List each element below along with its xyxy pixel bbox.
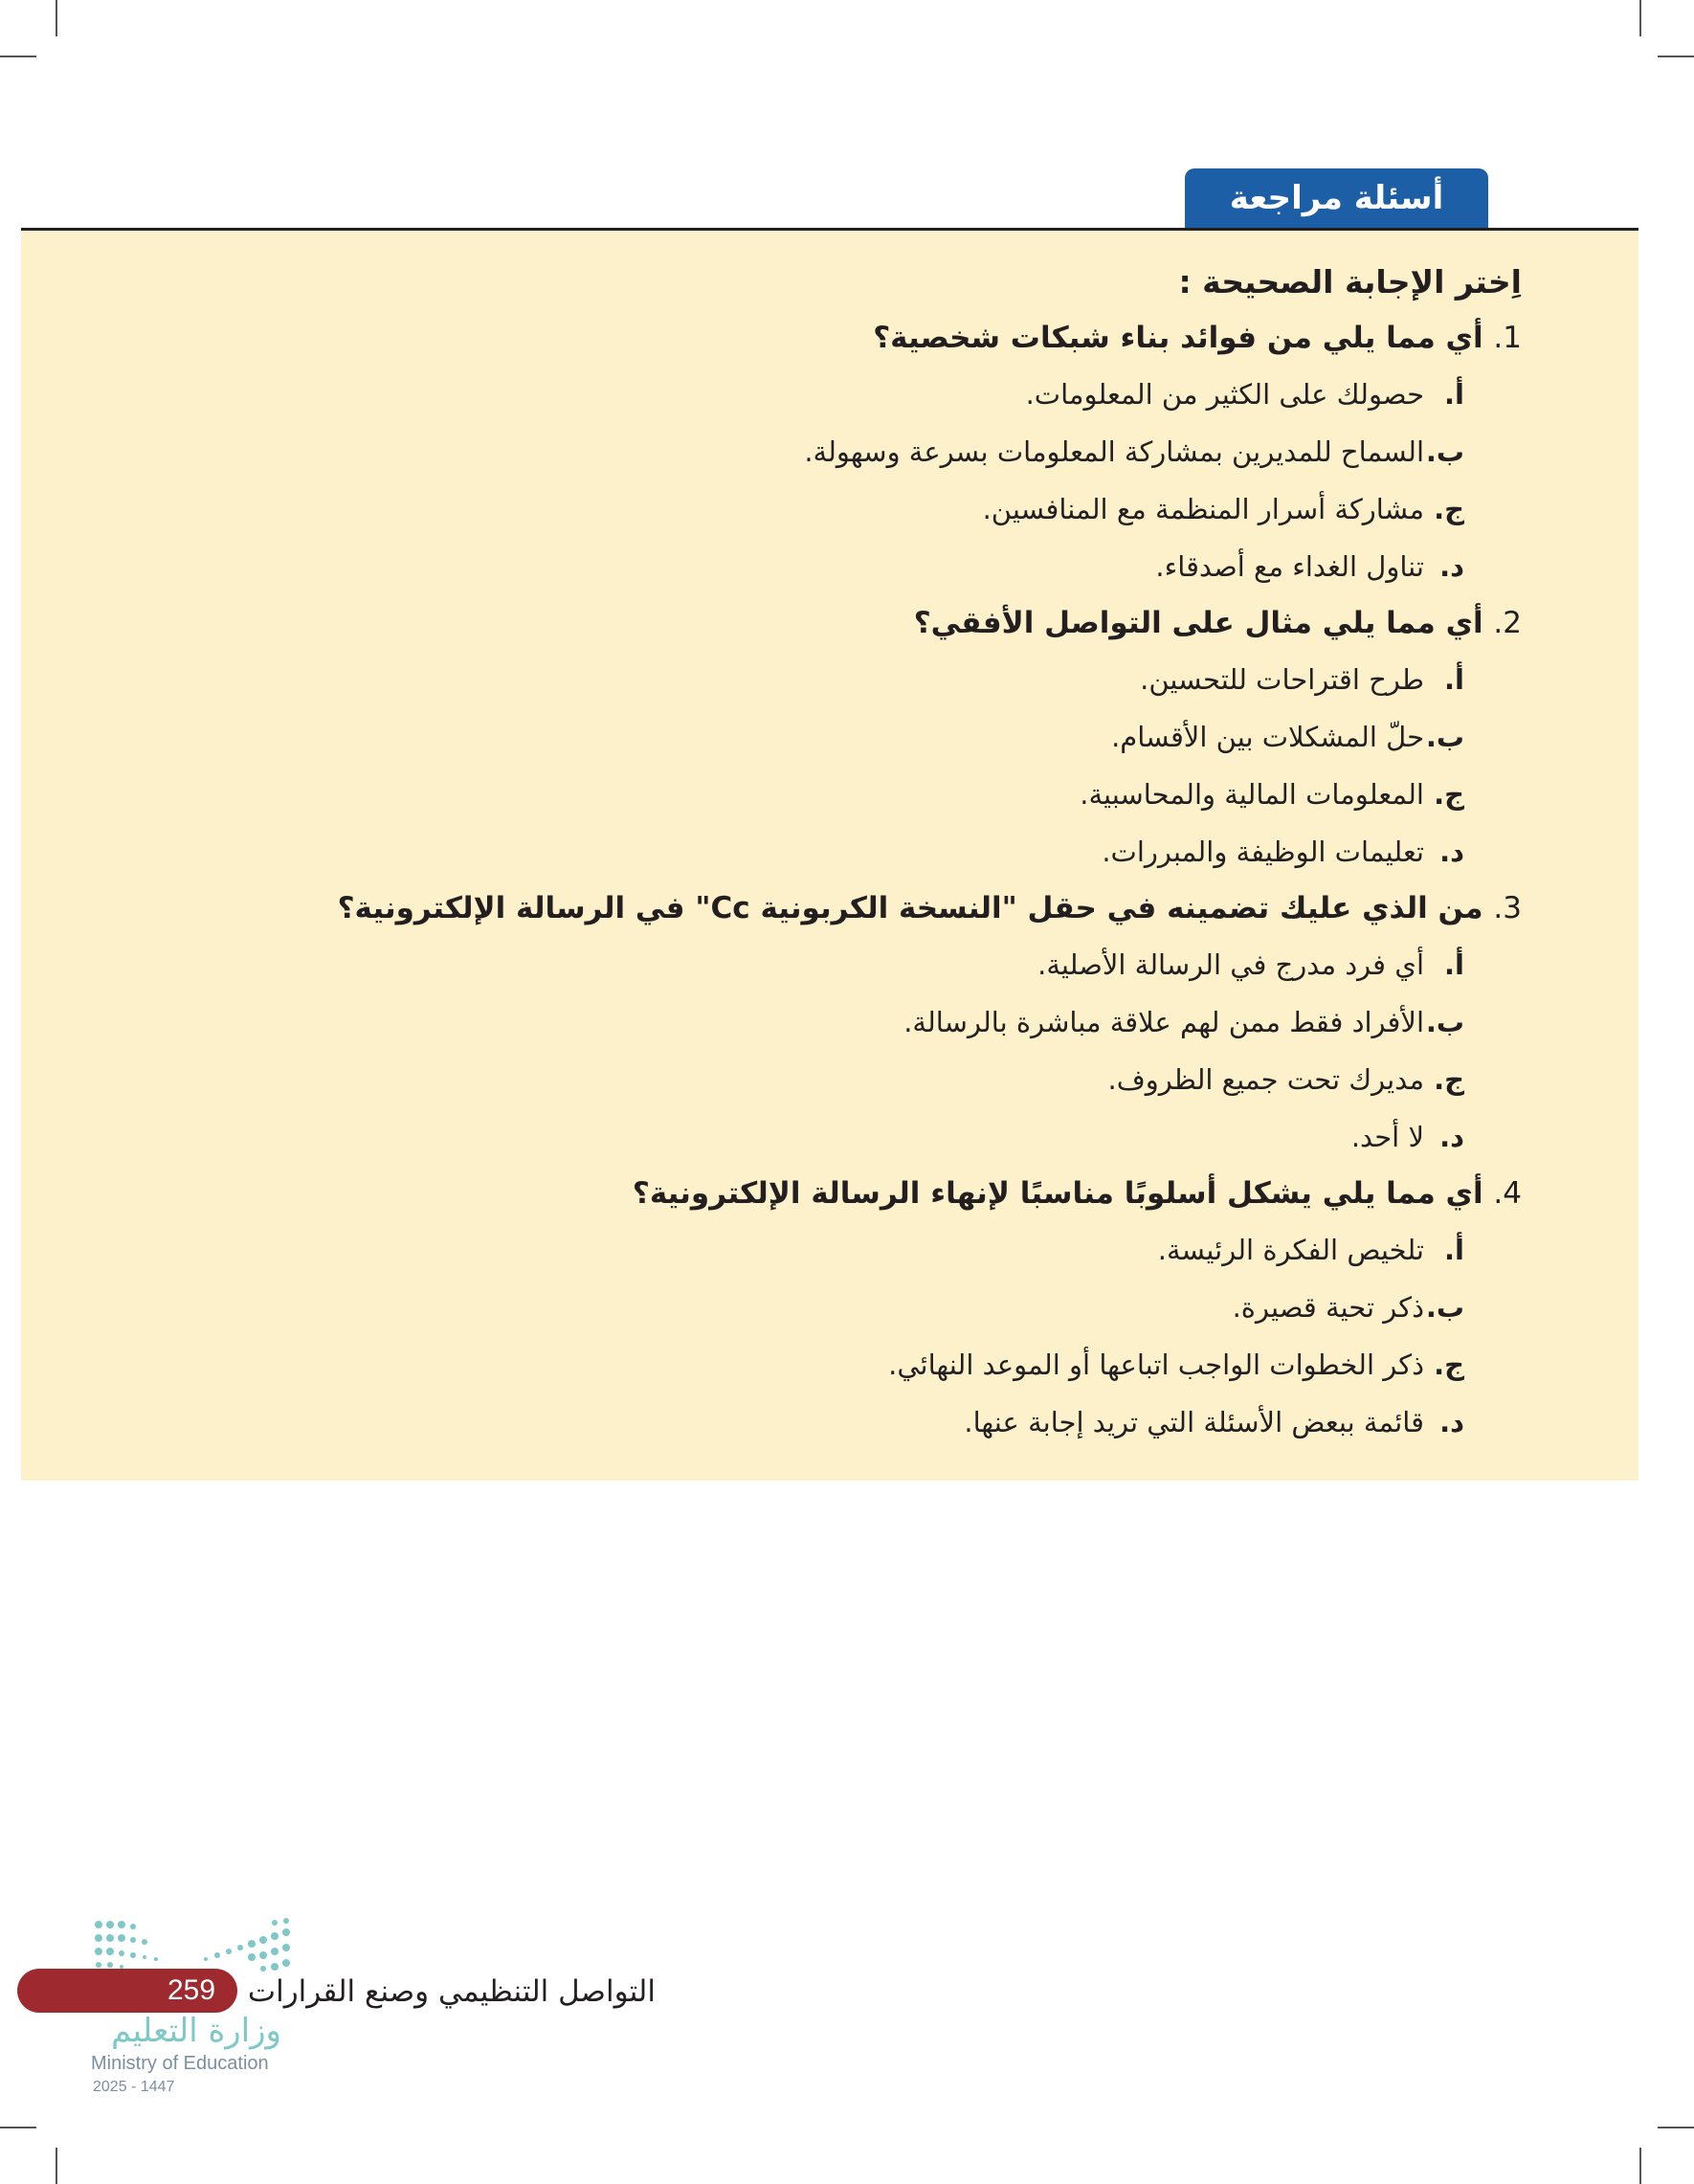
option-text: قائمة ببعض الأسئلة التي تريد إجابة عنها. xyxy=(964,1406,1424,1438)
ministry-logo-english: Ministry of Education xyxy=(91,2053,269,2074)
question-text: أي مما يلي من فوائد بناء شبكات شخصية؟ xyxy=(873,321,1483,355)
option-item xyxy=(86,936,1464,993)
option-letter: أ. xyxy=(1444,378,1464,411)
option-text: مشاركة أسرار المنظمة مع المنافسين. xyxy=(982,493,1424,525)
option-text: تناول الغداء مع أصدقاء. xyxy=(1155,550,1424,583)
page-number: 259 xyxy=(167,1974,216,2006)
instruction-heading: اِختر الإجابة الصحيحة : xyxy=(1178,263,1522,301)
option-letter: د. xyxy=(1439,1406,1464,1438)
section-tab xyxy=(1185,168,1488,228)
options-list xyxy=(86,936,1522,1166)
options-list xyxy=(86,366,1522,595)
option-item xyxy=(86,766,1464,823)
option-letter: أ. xyxy=(1444,948,1464,981)
option-item xyxy=(86,423,1464,480)
question-3 xyxy=(86,880,1522,936)
option-item xyxy=(86,480,1464,538)
question-text: أي مما يلي يشكل أسلوبًا مناسبًا لإنهاء الرسالة الإلكترونية؟ xyxy=(632,1176,1483,1211)
question-number: 4. xyxy=(1493,1176,1522,1211)
option-item xyxy=(86,1108,1464,1166)
section-tab-label: أسئلة مراجعة xyxy=(1229,179,1444,217)
crop-mark xyxy=(1639,0,1641,36)
question-2 xyxy=(86,595,1522,651)
option-letter: ج. xyxy=(1434,1063,1464,1096)
option-text: تعليمات الوظيفة والمبررات. xyxy=(1102,836,1424,868)
option-text: حلّ المشكلات بين الأقسام. xyxy=(1111,721,1424,753)
option-text: ذكر الخطوات الواجب اتباعها أو الموعد النهائي. xyxy=(888,1348,1424,1381)
option-item xyxy=(86,538,1464,595)
crop-mark xyxy=(56,2148,57,2184)
option-letter: ب. xyxy=(1425,1291,1464,1324)
option-letter: ب. xyxy=(1425,721,1464,753)
option-text: لا أحد. xyxy=(1350,1121,1424,1153)
crop-mark xyxy=(1658,2127,1694,2128)
option-item xyxy=(86,1393,1464,1451)
option-item xyxy=(86,366,1464,423)
chapter-title: التواصل التنظيمي وصنع القرارات xyxy=(247,1974,656,2009)
ministry-logo-arabic: وزارة التعليم xyxy=(111,2012,281,2050)
option-text: تلخيص الفكرة الرئيسة. xyxy=(1157,1234,1424,1266)
options-list xyxy=(86,1221,1522,1451)
question-4 xyxy=(86,1166,1522,1221)
question-number: 1. xyxy=(1493,321,1522,355)
question-text: أي مما يلي مثال على التواصل الأفقي؟ xyxy=(913,606,1483,640)
option-letter: د. xyxy=(1439,550,1464,583)
option-letter: ج. xyxy=(1434,778,1464,811)
option-item xyxy=(86,1051,1464,1108)
question-number: 2. xyxy=(1493,606,1522,640)
option-text: طرح اقتراحات للتحسين. xyxy=(1140,663,1424,696)
option-letter: د. xyxy=(1439,1121,1464,1153)
option-text: حصولك على الكثير من المعلومات. xyxy=(1025,378,1424,411)
crop-mark xyxy=(1639,2148,1641,2184)
option-item xyxy=(86,1279,1464,1336)
option-text: الأفراد فقط ممن لهم علاقة مباشرة بالرسالة. xyxy=(903,1006,1424,1038)
review-questions xyxy=(86,255,1522,1451)
option-text: السماح للمديرين بمشاركة المعلومات بسرعة وسهولة. xyxy=(804,435,1424,468)
crop-mark xyxy=(0,2127,36,2128)
option-letter: ب. xyxy=(1425,435,1464,468)
option-text: ذكر تحية قصيرة. xyxy=(1232,1291,1424,1324)
option-item xyxy=(86,708,1464,766)
option-item xyxy=(86,651,1464,708)
crop-mark xyxy=(0,56,36,57)
options-list xyxy=(86,651,1522,880)
option-letter: ج. xyxy=(1434,493,1464,525)
option-item xyxy=(86,1221,1464,1279)
option-text: مديرك تحت جميع الظروف. xyxy=(1107,1063,1424,1096)
crop-mark xyxy=(1658,56,1694,57)
crop-mark xyxy=(56,0,57,36)
option-letter: ب. xyxy=(1425,1006,1464,1038)
ministry-logo-dots-icon xyxy=(91,1917,301,1974)
option-item xyxy=(86,1336,1464,1393)
option-letter: ج. xyxy=(1434,1348,1464,1381)
question-text: من الذي عليك تضمينه في حقل "النسخة الكربونية Cc" في الرسالة الإلكترونية؟ xyxy=(337,891,1483,925)
option-letter: د. xyxy=(1439,836,1464,868)
question-1 xyxy=(86,310,1522,366)
option-text: أي فرد مدرج في الرسالة الأصلية. xyxy=(1037,948,1424,981)
option-letter: أ. xyxy=(1444,663,1464,696)
option-letter: أ. xyxy=(1444,1234,1464,1266)
ministry-logo-year: 2025 - 1447 xyxy=(93,2079,175,2095)
option-text: المعلومات المالية والمحاسبية. xyxy=(1080,778,1424,811)
option-item xyxy=(86,823,1464,880)
question-number: 3. xyxy=(1493,891,1522,925)
option-item xyxy=(86,993,1464,1051)
